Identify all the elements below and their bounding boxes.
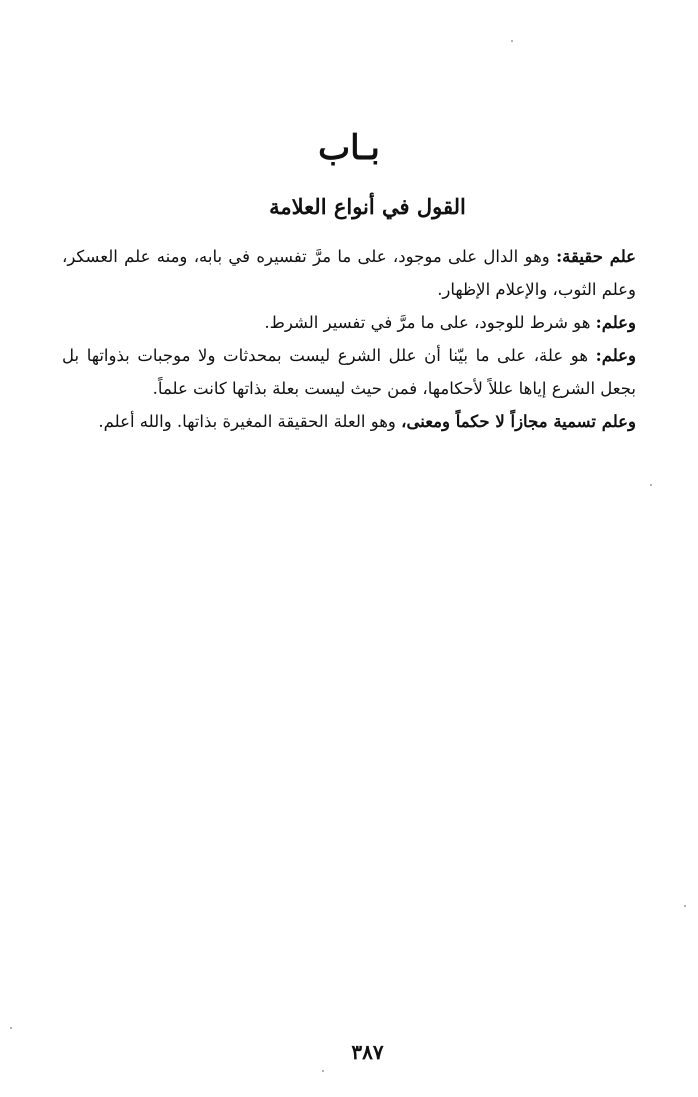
paragraph-sign-as-condition	[62, 306, 636, 339]
page-number: ٣٨٧	[351, 1040, 384, 1064]
paragraph-text: هو علة، على ما بيّنا أن علل الشرع ليست بمحدثات ولا موجبات بذواتها بل بجعل الشرع إياها عللاً لأحكامها، فمن حيث ليست بعلة بذاتها كانت علماً.	[62, 346, 636, 398]
term-label: وعلم تسمية مجازاً لا حكماً ومعنى،	[401, 412, 636, 431]
paragraph-text: هو شرط للوجود، على ما مرَّ في تفسير الشرط.	[264, 313, 596, 332]
paragraph-figurative-sign	[62, 405, 636, 438]
body-text	[62, 240, 636, 438]
scan-speck	[10, 1027, 12, 1029]
scan-speck	[650, 484, 652, 486]
term-label: علم حقيقة:	[556, 247, 636, 266]
paragraph-sign-as-cause	[62, 339, 636, 405]
term-label: وعلم:	[595, 313, 636, 332]
scan-speck	[322, 1070, 324, 1072]
section-heading: القول في أنواع العلامة	[269, 194, 466, 219]
scan-speck	[511, 40, 513, 42]
chapter-heading: بـاب	[318, 128, 380, 168]
paragraph-real-sign	[62, 240, 636, 306]
paragraph-text: وهو العلة الحقيقة المغيرة بذاتها. والله أعلم.	[98, 412, 402, 431]
paragraph-text: وهو الدال على موجود، على ما مرَّ تفسيره في بابه، ومنه علم العسكر، وعلم الثوب، والإعلام الإظهار.	[62, 247, 636, 299]
term-label: وعلم:	[595, 346, 636, 365]
scan-speck	[684, 905, 686, 907]
